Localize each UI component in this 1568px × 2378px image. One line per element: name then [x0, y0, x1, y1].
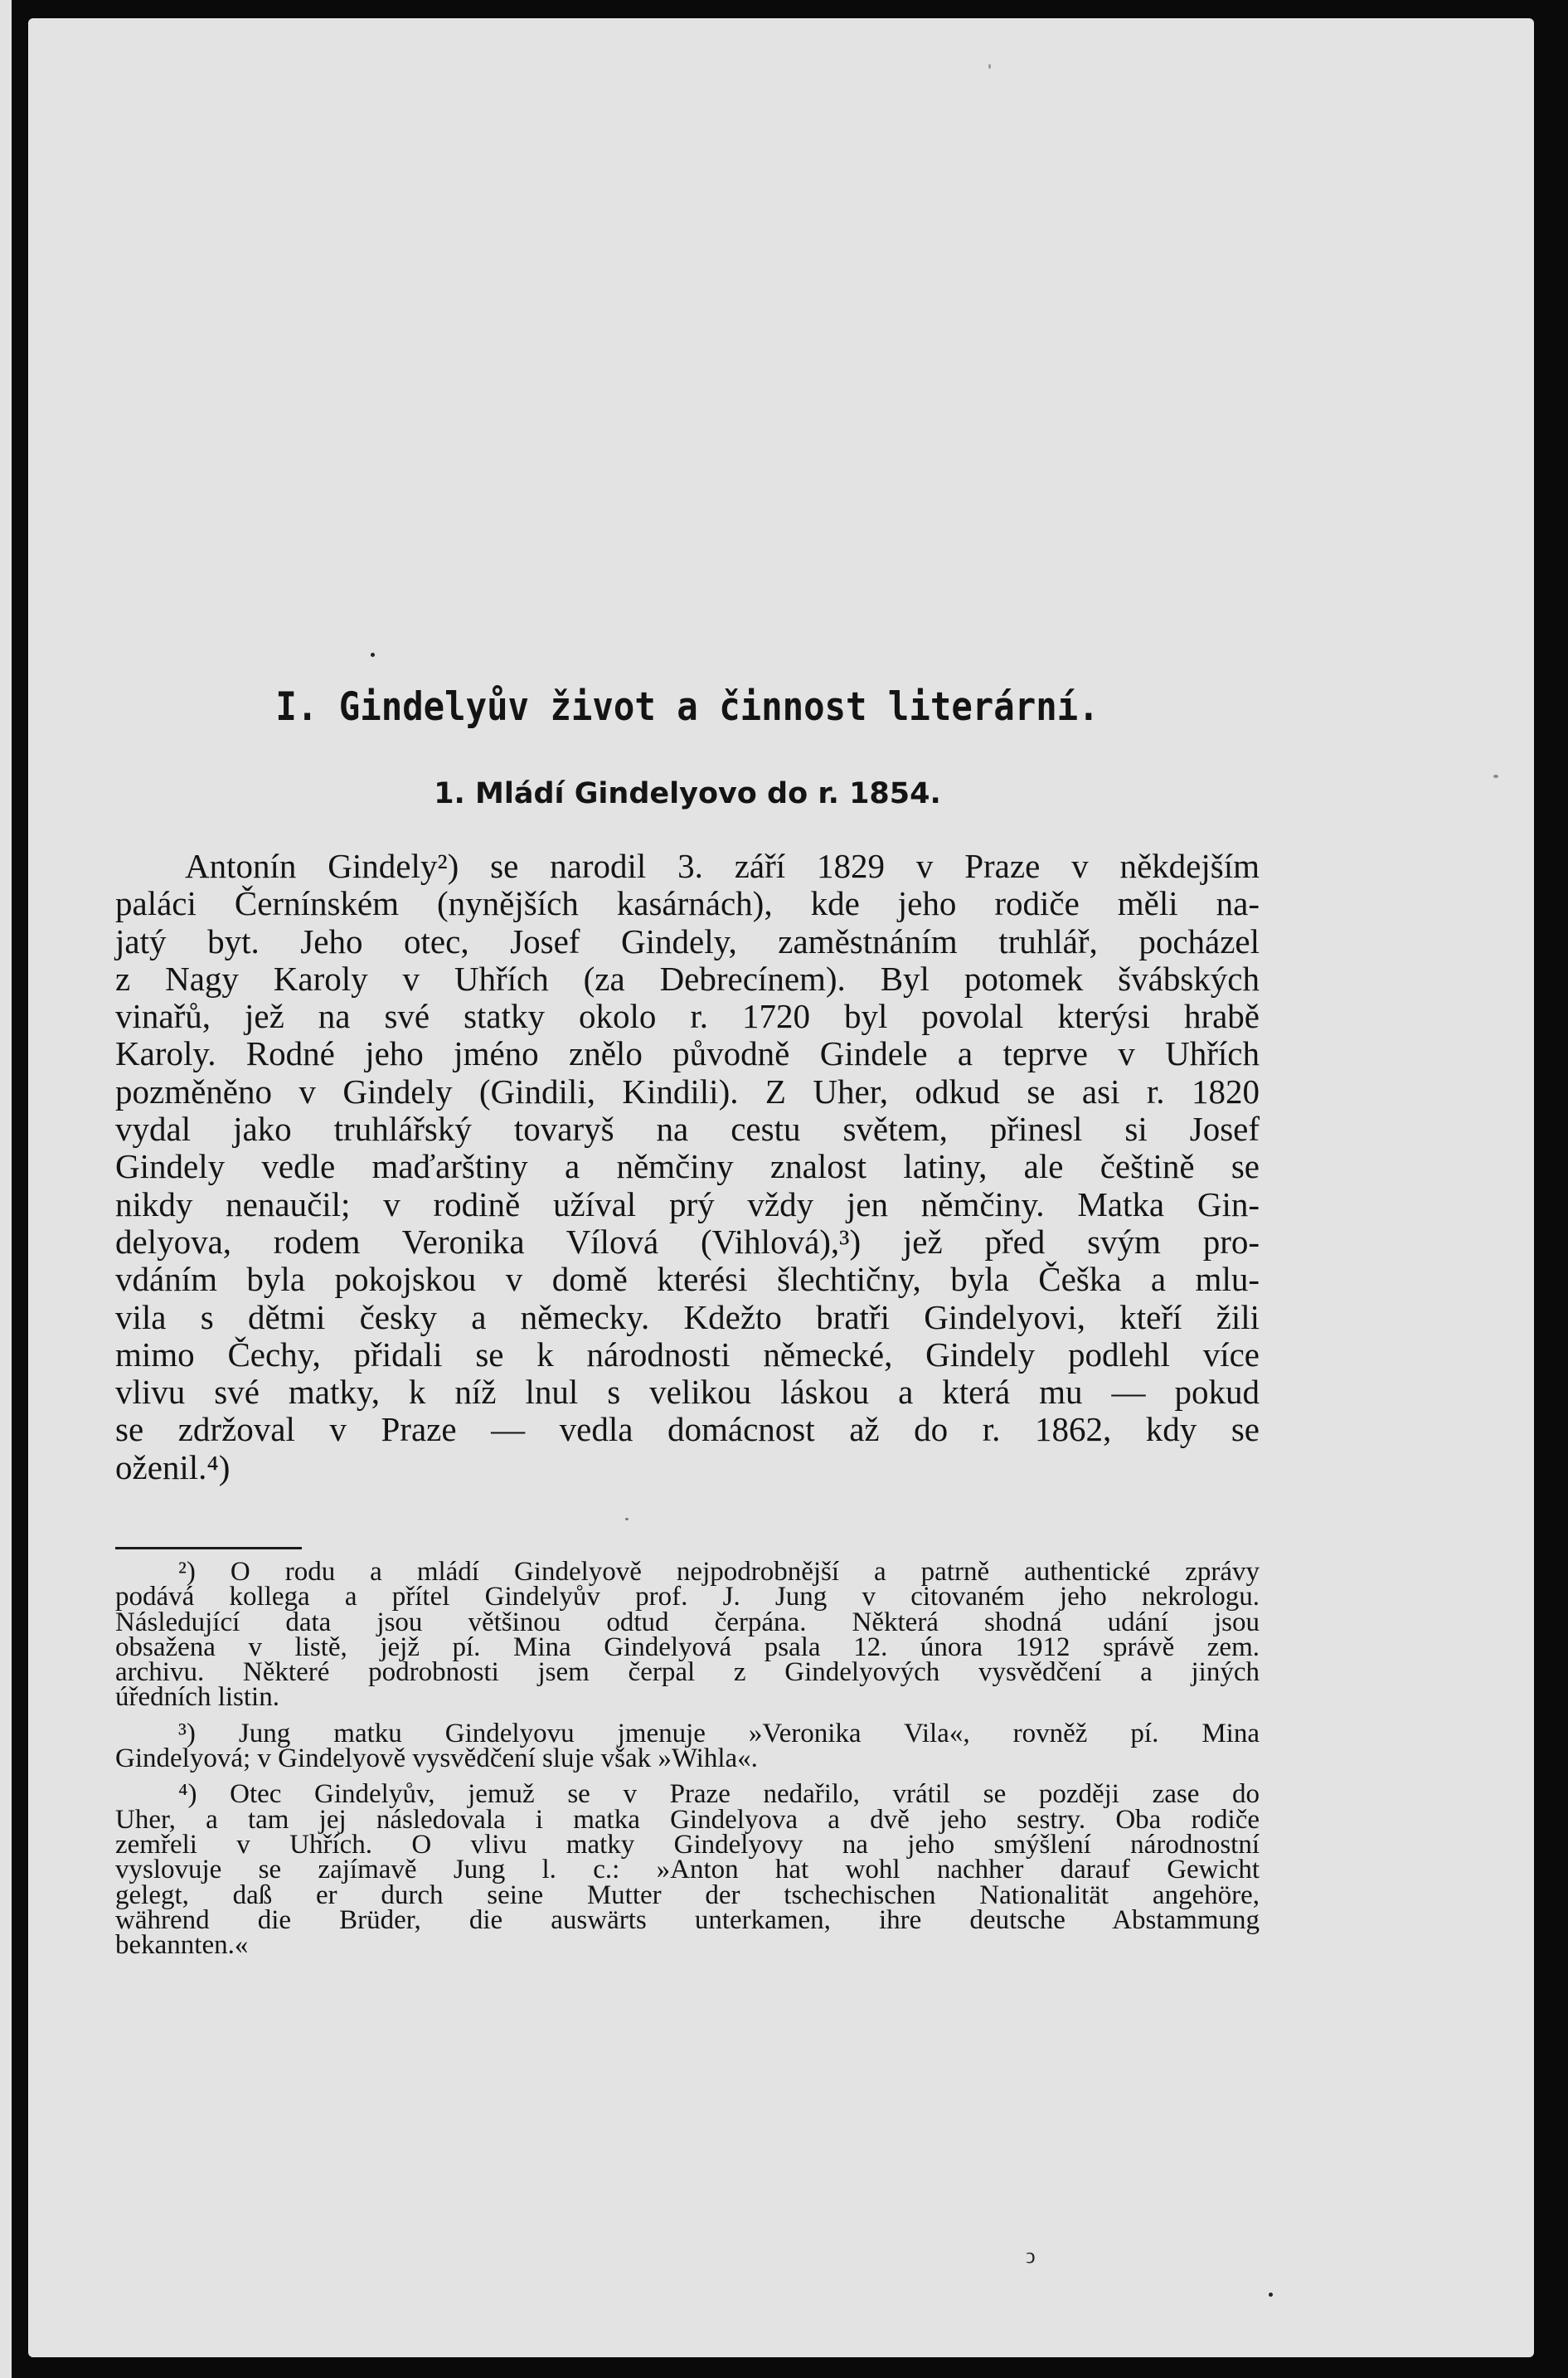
body-line: vinařů, jež na své statky okolo r. 1720 byl povolal kterýsi hrabě — [115, 997, 1260, 1036]
footnote-line: Uher, a tam jej následovala i matka Gindelyova a dvě jeho sestry. Oba rodiče — [115, 1804, 1260, 1835]
footnote-line: ³) Jung matku Gindelyovu jmenuje »Veronika Vila«, rovněž pí. Mina — [178, 1718, 1260, 1748]
speck — [1493, 775, 1498, 778]
speck — [625, 1518, 629, 1520]
body-line: oženil.⁴) — [115, 1447, 231, 1486]
footnote-line: obsažena v listě, jejž pí. Mina Gindelyová psala 12. února 1912 správě zem. — [115, 1632, 1260, 1662]
body-line: Antonín Gindely²) se narodil 3. září 1829 v Praze v někdejším — [185, 847, 1260, 885]
speck — [988, 64, 991, 69]
body-line: Gindely vedle maďarštiny a němčiny znalost latiny, ale češtině se — [115, 1147, 1260, 1186]
section-title: 1. Mládí Gindelyovo do r. 1854. — [434, 777, 941, 810]
body-line: vlivu své matky, k níž lnul s velikou láskou a která mu — pokud — [115, 1373, 1260, 1412]
book-page — [28, 18, 1534, 2357]
speck — [1269, 2293, 1273, 2297]
footnote-line: podává kollega a přítel Gindelyův prof. J. Jung v citovaném jeho nekrologu. — [115, 1582, 1260, 1612]
footnote — [115, 1718, 1260, 1774]
body-line: mimo Čechy, přidali se k národnosti německé, Gindely podlehl více — [115, 1335, 1260, 1374]
footnote-line: Gindelyová; v Gindelyově vysvědčení sluje však »Wihla«. — [115, 1743, 758, 1774]
footnote-line: vyslovuje se zajímavě Jung l. c.: »Anton hat wohl nachher darauf Gewicht — [115, 1855, 1260, 1885]
footnote-line: zemřeli v Uhřích. O vlivu matky Gindelyovy na jeho smýšlení národnostní — [115, 1829, 1260, 1860]
footnote-divider — [115, 1547, 302, 1549]
footnote-line: ⁴) Otec Gindelyův, jemuž se v Praze nedařilo, vrátil se později zase do — [178, 1779, 1260, 1810]
body-line: paláci Černínském (nynějších kasárnách), kde jeho rodiče měli na- — [115, 884, 1260, 923]
footnote-line: gelegt, daß er durch seine Mutter der tschechischen Nationalität angehöre, — [115, 1880, 1260, 1910]
scan-mark: ͻ — [1026, 2244, 1036, 2268]
scan-left-edge — [0, 0, 12, 2378]
body-paragraph — [115, 848, 1260, 1486]
body-line: vydal jako truhlářský tovaryš na cestu světem, přinesl si Josef — [115, 1110, 1260, 1149]
body-line: nikdy nenaučil; v rodině užíval prý vždy jen němčiny. Matka Gin- — [115, 1184, 1260, 1223]
body-line: pozměněno v Gindely (Gindili, Kindili). Z Uher, odkud se asi r. 1820 — [115, 1072, 1260, 1111]
body-line: jatý byt. Jeho otec, Josef Gindely, zaměstnáním truhlář, pocházel — [115, 922, 1260, 960]
body-line: se zdržoval v Praze — vedla domácnost až do r. 1862, kdy se — [115, 1410, 1260, 1449]
footnotes — [115, 1559, 1260, 1968]
footnote-line: bekannten.« — [115, 1930, 249, 1961]
body-line: vdáním byla pokojskou v domě kterési šlechtičny, byla Češka a mlu- — [115, 1260, 1260, 1299]
chapter-title: I. Gindelyův život a činnost literární. — [275, 684, 1100, 730]
footnote — [115, 1557, 1260, 1713]
footnote-line: während die Brüder, die auswärts unterkamen, ihre deutsche Abstammung — [115, 1904, 1260, 1935]
footnote — [115, 1779, 1260, 1961]
body-line: z Nagy Karoly v Uhřích (za Debrecínem). Byl potomek švábských — [115, 959, 1260, 998]
body-line: Karoly. Rodné jeho jméno znělo původně Gindele a teprve v Uhřích — [115, 1034, 1260, 1073]
footnote-line: ²) O rodu a mládí Gindelyově nejpodrobnější a patrně authentické zprávy — [178, 1557, 1260, 1587]
footnote-line: úředních listin. — [115, 1682, 279, 1713]
speck — [371, 653, 375, 657]
body-line: vila s dětmi česky a německy. Kdežto bratři Gindelyovi, kteří žili — [115, 1297, 1260, 1336]
footnote-line: Následující data jsou většinou odtud čerpána. Některá shodná udání jsou — [115, 1607, 1260, 1637]
body-line: delyova, rodem Veronika Vílová (Vihlová),³) jež před svým pro- — [115, 1222, 1260, 1261]
footnote-line: archivu. Některé podrobnosti jsem čerpal z Gindelyových vysvědčení a jiných — [115, 1657, 1260, 1688]
